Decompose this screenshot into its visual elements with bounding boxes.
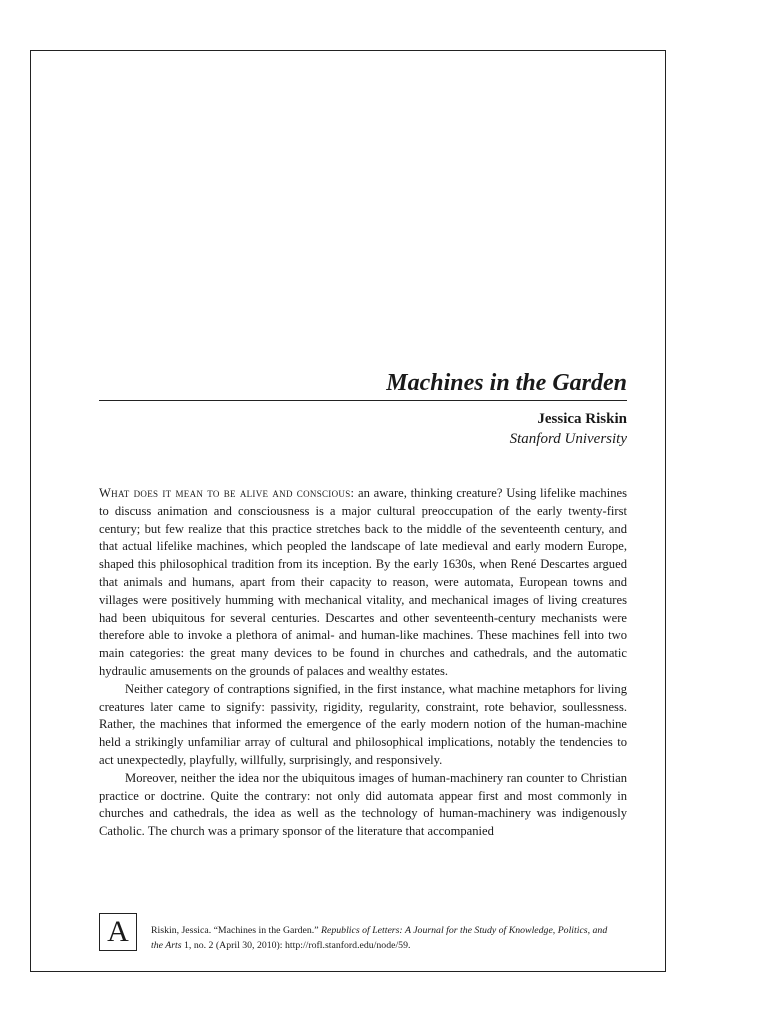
- author-affiliation: Stanford University: [509, 431, 627, 447]
- citation-suffix: 1, no. 2 (April 30, 2010): http://rofl.stanford.edu/node/59.: [181, 940, 411, 951]
- title-rule: [99, 400, 627, 401]
- paragraph-2: Neither category of contraptions signified, in the first instance, what machine metaphors for living creatures later came to signify: passivity, rigidity, regularity, constraint, rote behavior, soullessness. Rather, the machines that informed the emergence of the early modern notion of the human-machine held a strikingly unfamiliar array of cultural and philosophical implications, notably the tendencies to act unexpectedly, playfully, willfully, surprisingly, and responsively.: [99, 681, 627, 767]
- author-name: Jessica Riskin: [537, 411, 627, 427]
- paragraph-1-text: an aware, thinking creature? Using lifelike machines to discuss animation and consciousness is a major cultural preoccupation of the early twenty-first century; but few realize that this practice stretches back to the middle of the seventeenth century, and that actual lifelike machines, which peopled the landscape of late medieval and early modern Europe, shaped this philosophical tradition from its inception. By the early 1630s, when René Descartes argued that animals and humans, apart from their capacity to reason, were automata, European towns and villages were positively humming with mechanical vitality, and mechanical images of living creatures had been ubiquitous for several centuries. Descartes and other seventeenth-century mechanists were therefore able to invoke a plethora of animal- and human-like machines. These machines fell into two main categories: the great many devices to be found in churches and cathedrals, and the automatic hydraulic amusements on the grounds of palaces and wealthy estates.: [99, 486, 627, 678]
- journal-logo-icon: A: [99, 913, 137, 951]
- citation-prefix: Riskin, Jessica. “Machines in the Garden.”: [151, 925, 322, 936]
- opening-small-caps: What does it mean to be alive and conscious:: [99, 486, 355, 500]
- paragraph-3: Moreover, neither the idea nor the ubiquitous images of human-machinery ran counter to Christian practice or doctrine. Quite the contrary: not only did automata appear first and most commonly in churches and cathedrals, the idea as well as the technology of human-machinery was indigenously Catholic. The church was a primary sponsor of the literature that accompanied: [99, 770, 627, 839]
- article-title: Machines in the Garden: [386, 370, 627, 396]
- citation-footer: [151, 923, 611, 953]
- article-body: [99, 485, 627, 841]
- journal-page: [30, 50, 666, 972]
- paragraph-1: [99, 485, 627, 681]
- citation-journal: Republics of Letters: A Journal for the Study of Knowledge, Politics, and the Arts: [151, 925, 608, 951]
